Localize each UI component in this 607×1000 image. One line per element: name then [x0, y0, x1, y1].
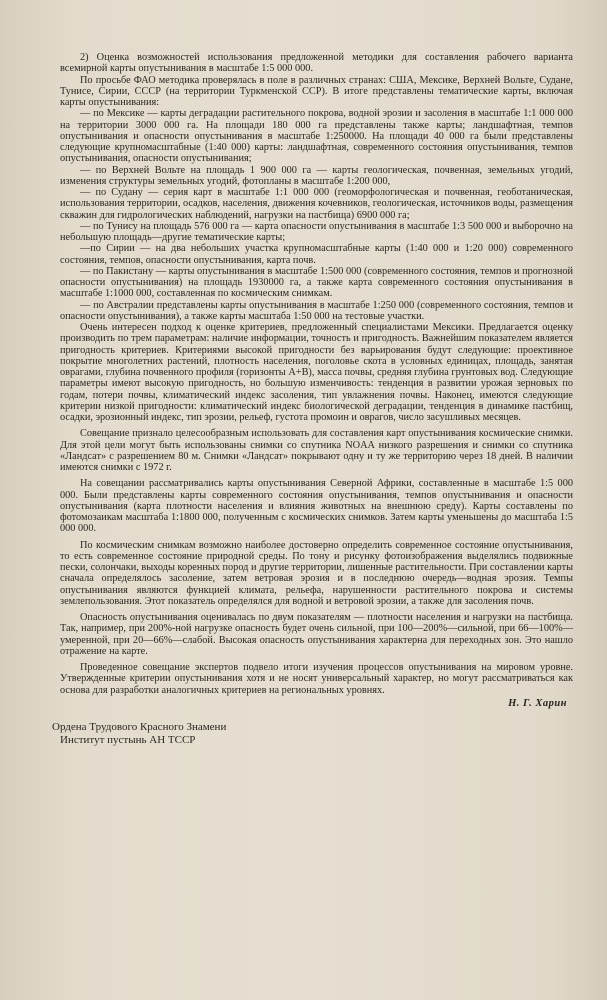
paragraph-north-africa: На совещании рассматривались карты опустынивания Северной Африки, составленные в масштабе 1:5 000 000. Были представлены карты современного состояния опустынивания, темпов опустынивания и опасности опустынивания (карта плотности населения и влияния животных на внешнюю среду). Карты составлены по фотомозаикам масштаба 1:1800 000, полученным с космических снимков. Затем карты уменьшены до масштаба 1:5 000 000.: [60, 478, 573, 535]
paragraph-australia: — по Австралии представлены карты опустынивания в масштабе 1:250 000 (современного состояния, темпов и опасности опустынивания), а также карты масштаба 1:50 000 на тестовые участки.: [60, 299, 573, 322]
paragraph-syria: —по Сирии — на два небольших участка крупномасштабные карты (1:40 000 и 1:20 000) современного состояния, темпов, опасности опустынивания, карта почв.: [60, 243, 573, 266]
author-signature: Н. Г. Харин: [508, 697, 567, 709]
paragraph-conclusion: Проведенное совещание экспертов подвело итоги изучения процессов опустынивания на мировом уровне. Утвержденные критерии опустынивания хотя и не носят универсальный характер, но могут рассматриваться как основа для разработки аналогичных критериев на региональных уровнях.: [60, 662, 573, 696]
paragraph-tunisia: — по Тунису на площадь 576 000 га — карта опасности опустынивания в масштабе 1:3 500 000 и выборочно на небольшую площадь—другие тематические карты;: [60, 220, 573, 243]
institution-line-1: Ордена Трудового Красного Знамени: [52, 720, 227, 733]
paragraph-sudan: — по Судану — серия карт в масштабе 1:1 000 000 (геоморфологическая и почвенная, геоботаническая, использования территории, осадков, населения, движения кочевников, геологическая, источников воды, размещения скважин для гидрологических наблюдений, нагрузки на пастбища) 6900 000 га;: [60, 187, 573, 221]
article-body: [60, 52, 573, 696]
paragraph-satellite: Совещание признало целесообразным использовать для составления карт опустынивания космические снимки. Для этой цели могут быть использованы снимки со спутника NOAA низкого разрешения и снимки со спутника «Ландсат» с разрешением 80 м. Снимки «Ландсат» покрывают одну и ту же территорию через 18 дней. В наличии имеются снимки с 1972 г.: [60, 428, 573, 473]
paragraph-fao-testing: По просьбе ФАО методика проверялась в поле в различных странах: США, Мексике, Верхней Вольте, Судане, Тунисе, Сирии, СССР (на территории Туркменской ССР). В итоге представлены тематические карты, включая карты опустынивания:: [60, 74, 573, 108]
paragraph-scale-assessment: 2) Оценка возможностей использования предложенной методики для составления рабочего варианта всемирной карты опустынивания в масштабе 1:5 000 000.: [60, 52, 573, 75]
paragraph-hazard: Опасность опустынивания оценивалась по двум показателям — плотности населения и нагрузки на пастбища. Так, например, при 200%-ной нагрузке опасность будет очень сильной, при 100—200%—сильной, при 66—100%—умеренной, при 20—66%—слабой. Высокая опасность опустынивания характерна для переходных зон. Это нашло отражение на карте.: [60, 612, 573, 657]
paragraph-criteria: Очень интересен подход к оценке критериев, предложенный специалистами Мексики. Предлагается оценку производить по трем параметрам: наличие информации, точность и пригодность. Важнейшим показателем является пригодность критериев. Критериями высокой пригодности без варьирования будут следующие: проективное покрытие многолетних растений, плотность населения, поголовье скота в условных единицах, площадь, занятая оврагами, глубина почвенного профиля (горизонты A+B), масса почвы, средняя глубина грунтовых вод. Следующие параметры имеют высокую пригодность, но большую изменчивость: тенденция в развитии урожая зерновых по годам, потери почвы, климатический индекс засоления, тип увлажнения почвы. Наконец, имеются следующие критерии низкой пригодности: климатический индекс биологической деградации, тенденция в динамике пастбищ, осадки, эрозионный индекс, тип эрозии, рельеф, густота промоин и оврагов, число засушливых месяцев.: [60, 322, 573, 423]
paragraph-pakistan: — по Пакистану — карты опустынивания в масштабе 1:500 000 (современного состояния, темпов и прогнозной опасности опустынивания) на площадь 1930000 га, а также карта современного состояния опустынивания в масштабе 1:1000 000, составленная по космическим снимкам.: [60, 265, 573, 300]
paragraph-mexico: — по Мексике — карты деградации растительного покрова, водной эрозии и засоления в масштабе 1:1 000 000 на территории 3000 000 га. На площади 180 000 га представлены также карты; ландшафтная, темпов опустынивания и опасности опустынивания в масштабе 1:250000. На площади 40 000 га были представлены следующие крупномасштабные (1:40 000) карты: ландшафтная, современного состояния опустынивания, темпов опустынивания, опасности опустынивания;: [60, 108, 573, 165]
paragraph-space-imagery: По космическим снимкам возможно наиболее достоверно определить современное состояние опустынивания, то есть современное состояние природной среды. По тону и рисунку фотоизображения выделялись подвижные пески, солончаки, выходы коренных пород и другие территории, лишенные растительности. При составлении карты сначала определялось засоление, затем ветровая эрозия и в последнюю очередь—водная эрозия. Темпы опустынивания являются функцией климата, рельефа, нарушенности растительного покрова и системы землепользования. Этот показатель определялся для водной и ветровой эрозии, а также для засоления почв.: [60, 539, 573, 607]
institution-line-2: Институт пустынь АН ТССР: [60, 733, 196, 746]
paragraph-upper-volta: — по Верхней Вольте на площадь 1 900 000 га — карты геологическая, почвенная, земельных угодий, изменения структуры земельных угодий, фотопланы в масштабе 1:200 000,: [60, 164, 573, 187]
institution-block: [52, 721, 573, 747]
